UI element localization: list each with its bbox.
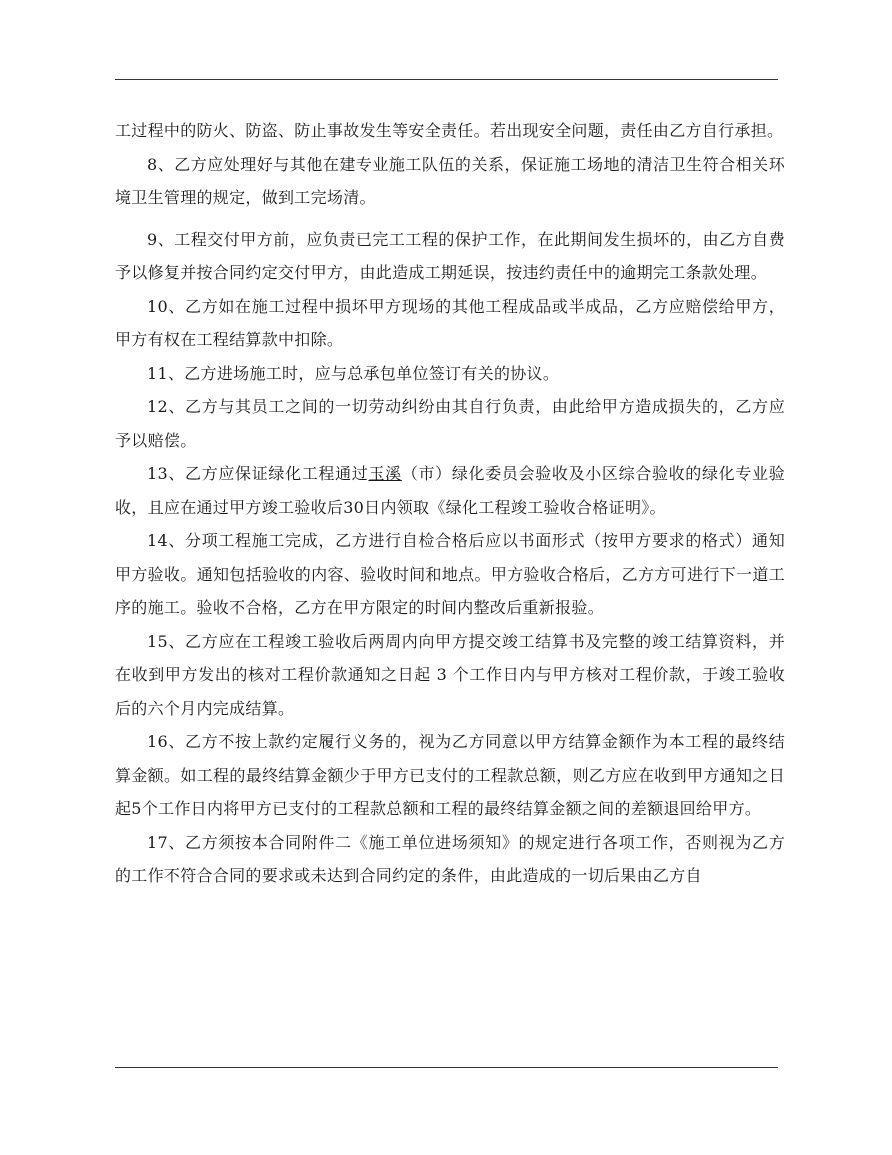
clause-11: 11、乙方进场施工时，应与总承包单位签订有关的协议。 xyxy=(147,363,560,383)
clause-13-before: 13、乙方应保证绿化工程通过 xyxy=(147,464,369,483)
clause-13-city-underlined: 玉溪 xyxy=(368,464,402,483)
paragraph-gap xyxy=(115,215,785,223)
clause-13 xyxy=(115,457,785,524)
clause-8: 8、乙方应处理好与其他在建专业施工队伍的关系，保证施工场地的清洁卫生符合相关环境卫生管理的规定，做到工完场清。 xyxy=(115,154,785,207)
clause-10: 10、乙方如在施工过程中损坏甲方现场的其他工程成品或半成品，乙方应赔偿给甲方，甲方有权在工程结算款中扣除。 xyxy=(115,296,785,349)
clause-14: 14、分项工程施工完成，乙方进行自检合格后应以书面形式（按甲方要求的格式）通知甲方验收。通知包括验收的内容、验收时间和地点。甲方验收合格后，乙方方可进行下一道工序的施工。验收不合格，乙方在甲方限定的时间内整改后重新报验。 xyxy=(115,531,785,617)
document-body xyxy=(115,114,785,893)
clause-17: 17、乙方须按本合同附件二《施工单位进场须知》的规定进行各项工作，否则视为乙方的工作不符合合同的要求或未达到合同约定的条件，由此造成的一切后果由乙方自 xyxy=(115,832,785,885)
clause-13-after: （市）绿化委员会验收及小区综合验收的绿化专业验收，且应在通过甲方竣工验收后30日内领取《绿化工程竣工验收合格证明》。 xyxy=(115,464,785,517)
clause-16: 16、乙方不按上款约定履行义务的，视为乙方同意以甲方结算金额作为本工程的最终结算金额。如工程的最终结算金额少于甲方已支付的工程款总额，则乙方应在收到甲方通知之日起5个工作日内将甲方已支付的工程款总额和工程的最终结算金额之间的差额退回给甲方。 xyxy=(115,732,785,818)
clause-15: 15、乙方应在工程竣工验收后两周内向甲方提交竣工结算书及完整的竣工结算资料，并在收到甲方发出的核对工程价款通知之日起 3 个工作日内与甲方核对工程价款，于竣工验收后的六个月内完成结算。 xyxy=(115,631,785,718)
header-rule xyxy=(115,79,778,80)
paragraph-continuation: 工过程中的防火、防盗、防止事故发生等安全责任。若出现安全问题，责任由乙方自行承担。 xyxy=(115,121,784,140)
clause-12: 12、乙方与其员工之间的一切劳动纠纷由其自行负责，由此给甲方造成损失的，乙方应予以赔偿。 xyxy=(115,397,785,450)
clause-9: 9、工程交付甲方前，应负责已完工工程的保护工作，在此期间发生损坏的，由乙方自费予以修复并按合同约定交付甲方，由此造成工期延误，按违约责任中的逾期完工条款处理。 xyxy=(115,229,785,282)
footer-rule xyxy=(115,1067,778,1068)
